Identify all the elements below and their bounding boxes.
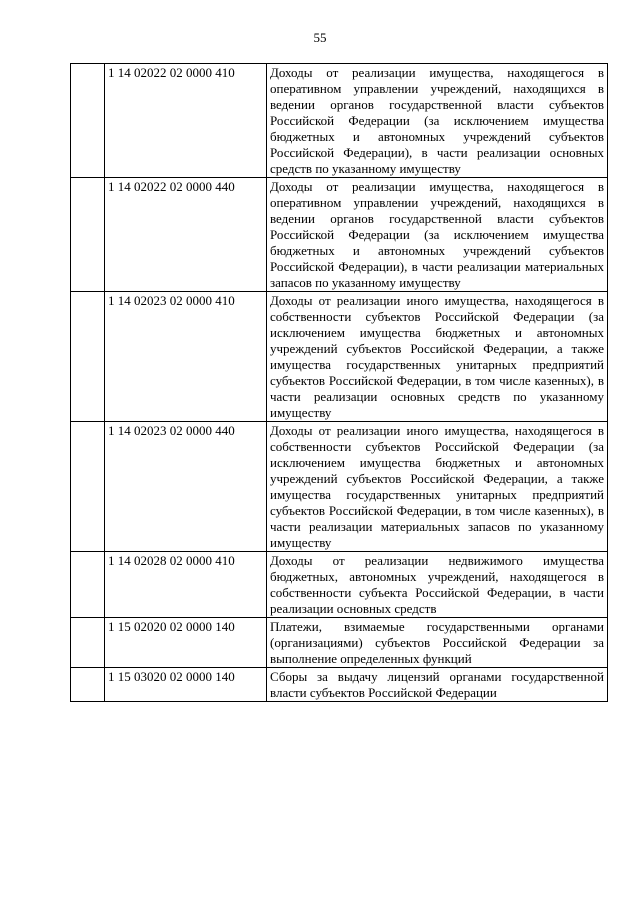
description-cell: Доходы от реализации имущества, находящегося в оперативном управлении учреждений, находящихся в ведении органов государственной власти субъектов Российской Федерации (за исключением имущества бюджетных и автономных учреждений субъектов Российской Федерации), в части реализации основных средств по указанному имуществу bbox=[267, 64, 608, 178]
table-row bbox=[71, 422, 608, 552]
row-blank-cell bbox=[71, 618, 105, 668]
row-blank-cell bbox=[71, 178, 105, 292]
description-cell: Сборы за выдачу лицензий органами государственной власти субъектов Российской Федерации bbox=[267, 668, 608, 702]
page-number: 55 bbox=[313, 30, 327, 45]
budget-code-cell: 1 15 03020 02 0000 140 bbox=[105, 668, 267, 702]
description-cell: Доходы от реализации иного имущества, находящегося в собственности субъектов Российской Федерации (за исключением имущества бюджетных и автономных учреждений субъектов Российской Федерации, а также имущества государственных унитарных предприятий субъектов Российской Федерации, в том числе казенных), в части реализации материальных запасов по указанному имуществу bbox=[267, 422, 608, 552]
budget-code-cell: 1 14 02022 02 0000 440 bbox=[105, 178, 267, 292]
table-row bbox=[71, 178, 608, 292]
budget-code-cell: 1 14 02023 02 0000 410 bbox=[105, 292, 267, 422]
description-cell: Доходы от реализации недвижимого имущества бюджетных, автономных учреждений, находящегося в собственности субъекта Российской Федерации, в части реализации основных средств bbox=[267, 552, 608, 618]
budget-code-cell: 1 14 02023 02 0000 440 bbox=[105, 422, 267, 552]
description-cell: Платежи, взимаемые государственными органами (организациями) субъектов Российской Федерации за выполнение определенных функций bbox=[267, 618, 608, 668]
description-cell: Доходы от реализации имущества, находящегося в оперативном управлении учреждений, находящихся в ведении органов государственной власти субъектов Российской Федерации (за исключением имущества бюджетных и автономных учреждений субъектов Российской Федерации), в части реализации материальных запасов по указанному имуществу bbox=[267, 178, 608, 292]
budget-code-cell: 1 14 02022 02 0000 410 bbox=[105, 64, 267, 178]
table-row bbox=[71, 618, 608, 668]
table-row bbox=[71, 292, 608, 422]
table-row bbox=[71, 64, 608, 178]
row-blank-cell bbox=[71, 668, 105, 702]
row-blank-cell bbox=[71, 422, 105, 552]
description-cell: Доходы от реализации иного имущества, находящегося в собственности субъектов Российской Федерации (за исключением имущества бюджетных и автономных учреждений субъектов Российской Федерации, а также имущества государственных унитарных предприятий субъектов Российской Федерации, в том числе казенных), в части реализации основных средств по указанному имуществу bbox=[267, 292, 608, 422]
row-blank-cell bbox=[71, 64, 105, 178]
revenue-codes-table bbox=[70, 63, 608, 702]
row-blank-cell bbox=[71, 292, 105, 422]
row-blank-cell bbox=[71, 552, 105, 618]
table-row bbox=[71, 668, 608, 702]
budget-code-cell: 1 14 02028 02 0000 410 bbox=[105, 552, 267, 618]
budget-code-cell: 1 15 02020 02 0000 140 bbox=[105, 618, 267, 668]
table-row bbox=[71, 552, 608, 618]
